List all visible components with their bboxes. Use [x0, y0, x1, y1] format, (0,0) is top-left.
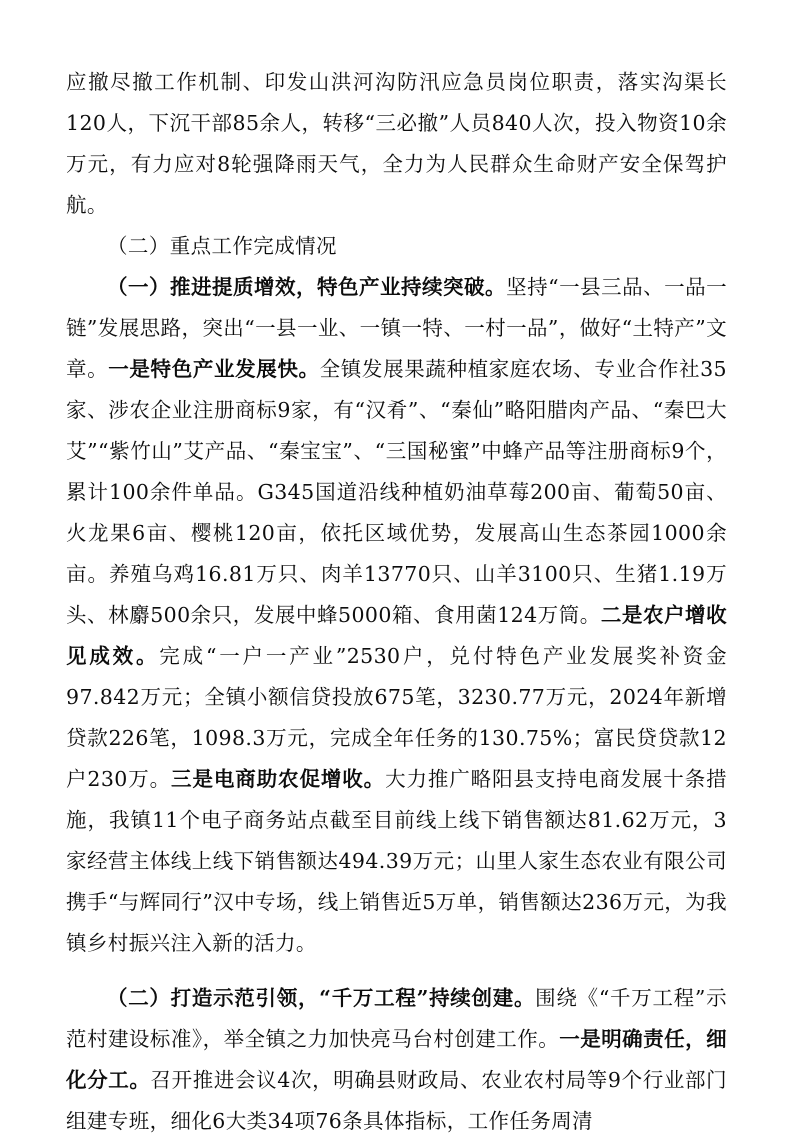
paragraph-spacer: [66, 964, 727, 978]
text-run: 大力推广略阳县支持电商发展十条措施，我镇11个电子商务站点截至目前线上线下销售额达81.62万元，3家经营主体线上线下销售额达494.39万元；山里人家生态农业有限公司携手“与辉同行”汉中专场，线上销售近5万单，销售额达236万元，为我镇乡村振兴注入新的活力。: [66, 767, 728, 955]
text-run-emphasis: 一是明确责任，细化分工。: [66, 1027, 727, 1092]
text-run: 应撤尽撤工作机制、印发山洪河沟防汛应急员岗位职责，落实沟渠长120人，下沉干部85余人，转移“三必撤”人员840人次，投入物资10余万元，有力应对8轮强降雨天气，全力为人民群众生命财产安全保驾护航。: [66, 70, 727, 217]
paragraph: [66, 978, 727, 1142]
text-run-emphasis: （二）打造示范引领，“千万工程”持续创建。: [107, 986, 536, 1010]
paragraph: [66, 267, 727, 964]
text-run: 召开推进会议4次，明确县财政局、农业农村局等9个行业部门组建专班，细化6大类34项76条具体指标，工作任务周清: [66, 1068, 727, 1133]
text-run-emphasis: （一）推进提质增效，特色产业持续突破。: [107, 275, 507, 299]
text-run: 全镇发展果蔬种植家庭农场、专业合作社35家、涉农企业注册商标9家，有“汉肴”、“秦仙”略阳腊肉产品、“秦巴大艾”“紫竹山”艾产品、“秦宝宝”、“三国秘蜜”中蜂产品等注册商标9个，累计100余件单品。G345国道沿线种植奶油草莓200亩、葡萄50亩、火龙果6亩、樱桃120亩，依托区域优势，发展高山生态茶园1000余亩。养殖乌鸡16.81万只、肉羊13770只、山羊3100只、生猪1.19万头、林麝500余只，发展中蜂5000箱、食用菌124万筒。: [66, 357, 727, 627]
document-body: [66, 62, 727, 1142]
text-run: （二）重点工作完成情况: [107, 234, 337, 258]
text-run: 坚持“一县三品、一品一链”发展思路，突出“一县一业、一镇一特、一村一品”，做好“土特产”文章。: [66, 275, 727, 381]
paragraph: [66, 226, 727, 267]
paragraph: [66, 62, 727, 226]
text-run-emphasis: 一是特色产业发展快。: [108, 357, 320, 381]
text-run: 完成“一户一产业”2530户，兑付特色产业发展奖补资金97.842万元；全镇小额信贷投放675笔，3230.77万元，2024年新增贷款226笔，1098.3万元，完成全年任务的130.75%；富民贷贷款12户230万。: [66, 644, 727, 791]
text-run-emphasis: 三是电商助农促增收。: [171, 767, 386, 791]
text-run-emphasis: 二是农户增收见成效。: [66, 603, 727, 668]
text-run: 围绕《“千万工程”示范村建设标准》，举全镇之力加快亮马台村创建工作。: [66, 986, 727, 1051]
